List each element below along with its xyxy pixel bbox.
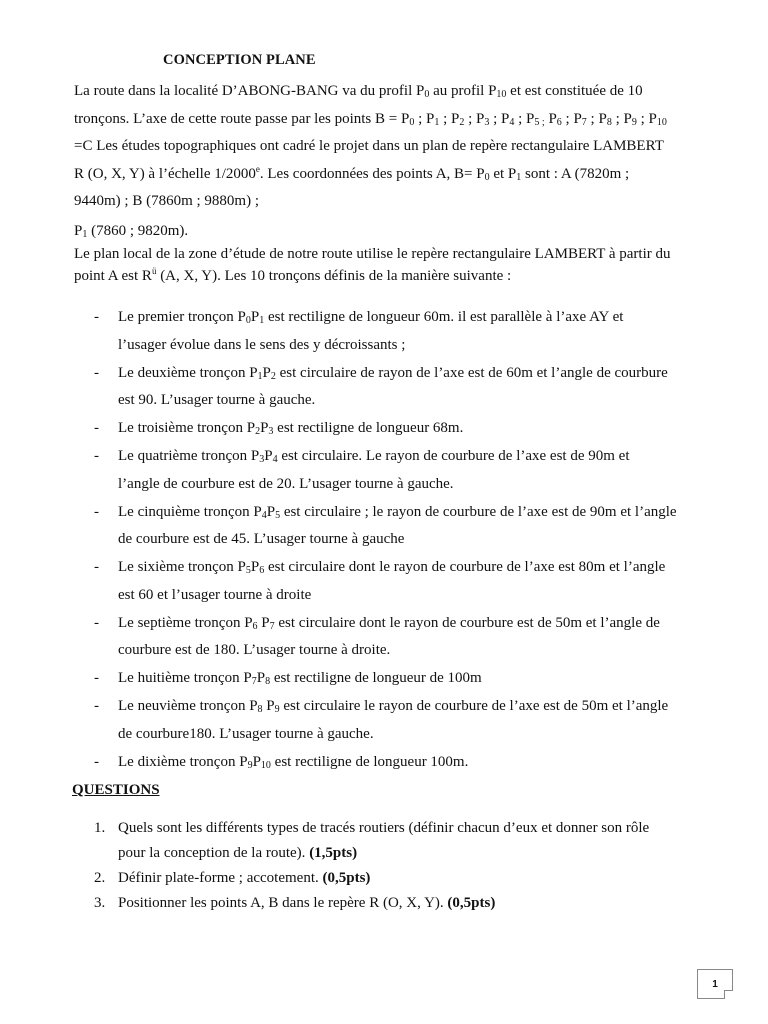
page-number: 1 — [697, 969, 733, 999]
section-item: - Le septième tronçon $P_6$ $P_7$ est circulaire dont le rayon de courbure est de 50m et l’angle de courbure est de 180. L’usager tourne à droite. — [94, 610, 714, 665]
bullet-dash: - — [94, 698, 99, 714]
question-points: (0,5pts) — [447, 895, 496, 911]
section-item: - Le deuxième tronçon $P_1P_2$ est circulaire de rayon de l’axe est de 60m et l’angle de courbure est 90. L’usager tourne à gauche. — [94, 360, 714, 415]
question-item: 1. Quels sont les différents types de tracés routiers (définir chacun d’eux et donner son rôle pour la conception de la route). (1,5pts) — [94, 816, 714, 866]
question-points: (1,5pts) — [309, 845, 358, 861]
intro-line: 9440m) ; B (7860m ; 9880m) ; — [74, 193, 259, 209]
section-item: - Le neuvième tronçon $P_8$ $P_9$ est circulaire le rayon de courbure de l’axe est de 50m et l’angle de courbure180. L’usager tourne à gauche. — [94, 693, 714, 748]
question-number: 3. — [94, 895, 106, 911]
bullet-dash: - — [94, 448, 99, 464]
intro-paragraph — [74, 78, 704, 216]
bullet-dash: - — [94, 364, 99, 381]
section-item: - Le huitième tronçon $P_7P_8$ est rectiligne de longueur de 100m — [94, 665, 714, 693]
question-number: 2. — [94, 870, 106, 886]
intro-line: $P_1$ (7860 ; 9820m). — [74, 223, 189, 240]
section-item: - Le troisième tronçon $P_2P_3$ est rectiligne de longueur 68m. — [94, 415, 714, 443]
bullet-dash: - — [94, 670, 99, 686]
section-list — [94, 304, 714, 776]
intro-line: R (O, X, Y) à l’échelle 1/2000e. Les coordonnées des points A, $B= P_0$ et $P_1$ sont : A (7820m ; — [74, 163, 630, 183]
intro-line: point A est $R^ü$ (A, X, Y). Les 10 tronçons définis de la manière suivante : — [74, 266, 512, 284]
section-item: - Le cinquième tronçon $P_4P_5$ est circulaire ; le rayon de courbure de l’axe est de 90m et l’angle de courbure est de 45. L’usager tourne à gauche — [94, 499, 714, 554]
question-points: (0,5pts) — [322, 870, 371, 886]
section-item: - Le premier tronçon $P_0P_1$ est rectiligne de longueur 60m. il est parallèle à l’axe AY et l’usager évolue dans le sens des y décroissants ; — [94, 304, 714, 359]
page-title: CONCEPTION PLANE — [163, 52, 316, 68]
intro-paragraph-2 — [74, 220, 704, 288]
questions-heading: QUESTIONS — [72, 782, 160, 798]
question-item: 3. Positionner les points A, B dans le repère R (O, X, Y). (0,5pts) — [94, 891, 714, 916]
intro-line: tronçons. L’axe de cette route passe par les points $B = P_0$ ; $P_1$ ; $P_2$ ; $P_3$ ; $P_4$ ; $P_{5 ;}$ $P_6$ ; $P_7$ ; $P_8$ ; $P_9$ ; $P_{10}$ — [74, 110, 667, 128]
bullet-dash: - — [94, 753, 99, 770]
bullet-dash: - — [94, 614, 99, 631]
question-item: 2. Définir plate-forme ; accotement. (0,5pts) — [94, 866, 714, 891]
bullet-dash: - — [94, 420, 99, 436]
intro-line: La route dans la localité D’ABONG-BANG va du profil $P_0$ au profil $P_{10}$ et est constituée de 10 — [74, 83, 643, 100]
bullet-dash: - — [94, 503, 99, 520]
bullet-dash: - — [94, 309, 99, 325]
section-item: - Le sixième tronçon $P_5P_6$ est circulaire dont le rayon de courbure de l’axe est 80m et l’angle est 60 et l’usager tourne à droite — [94, 554, 714, 609]
intro-line: Le plan local de la zone d’étude de notre route utilise le repère rectangulaire LAMBERT à partir du — [74, 245, 671, 262]
question-number: 1. — [94, 820, 106, 836]
question-list — [94, 816, 714, 916]
section-item: - Le dixième tronçon $P_9P_{10}$ est rectiligne de longueur 100m. — [94, 749, 714, 777]
intro-line: =C Les études topographiques ont cadré le projet dans un plan de repère rectangulaire LAMBERT — [74, 138, 664, 154]
bullet-dash: - — [94, 559, 99, 575]
section-item: - Le quatrième tronçon $P_3P_4$ est circulaire. Le rayon de courbure de l’axe est de 90m et l’angle de courbure est de 20. L’usager tourne à gauche. — [94, 443, 714, 498]
